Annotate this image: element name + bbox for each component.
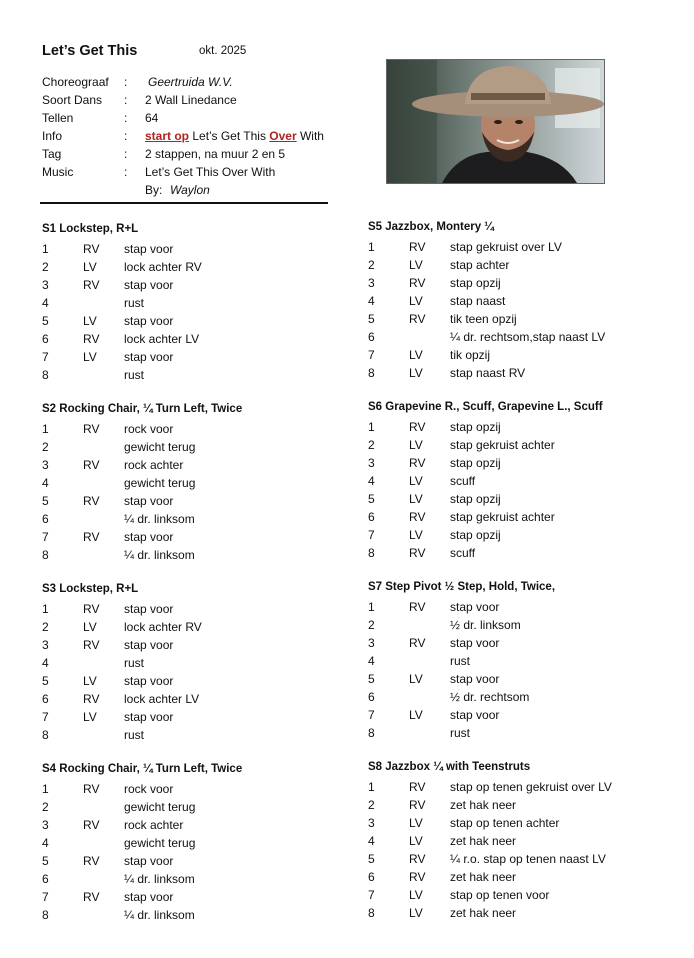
foot: RV [83,494,100,508]
step-description: stap achter [450,258,510,272]
by-label: By: [145,183,163,197]
step-description: tik opzij [450,348,491,362]
foot: LV [409,528,423,542]
step-row [42,548,342,566]
step-description: gewicht terug [124,836,196,850]
count-number: 7 [368,708,375,722]
foot: RV [409,312,426,326]
step-description: stap opzij [450,420,501,434]
foot: RV [83,332,100,346]
foot: LV [83,620,97,634]
dance-date: okt. 2025 [199,45,247,57]
step-row [368,726,668,744]
foot: LV [83,350,97,364]
foot: LV [409,474,423,488]
count-number: 8 [42,908,49,922]
count-number: 2 [368,438,375,452]
count-number: 4 [368,654,375,668]
step-row [42,242,342,260]
step-row [368,708,668,726]
foot: LV [83,314,97,328]
step-description: stap naast [450,294,506,308]
foot: LV [409,888,423,902]
info-label: Music [42,165,74,179]
step-row [368,258,668,276]
count-number: 8 [42,548,49,562]
step-row [42,512,342,530]
step-description: ½ dr. rechtsom [450,690,530,704]
foot: RV [83,242,100,256]
step-description: ¼ dr. rechtsom,stap naast LV [450,330,606,344]
step-row [368,348,668,366]
foot: RV [83,692,100,706]
info-label: Info [42,129,63,143]
foot: LV [409,816,423,830]
step-description: stap voor [124,350,174,364]
step-row [368,690,668,708]
step-description: lock achter RV [124,620,202,634]
foot: RV [409,420,426,434]
count-number: 3 [42,818,49,832]
step-row [368,330,668,348]
section-title: S7 Step Pivot ½ Step, Hold, Twice, [368,581,556,593]
step-row [368,294,668,312]
step-row [42,440,342,458]
foot: RV [409,546,426,560]
step-row [42,278,342,296]
info-label: Tag [42,147,62,161]
count-number: 5 [42,674,49,688]
step-description: stap voor [124,854,174,868]
step-row [368,798,668,816]
count-number: 6 [42,332,49,346]
count-number: 7 [368,528,375,542]
count-number: 6 [368,870,375,884]
step-description: stap voor [450,636,500,650]
count-number: 4 [42,836,49,850]
count-number: 6 [368,690,375,704]
step-row [368,438,668,456]
count-number: 4 [42,656,49,670]
count-number: 6 [42,872,49,886]
info-label: Tellen [42,111,74,125]
step-row [368,618,668,636]
artist-name: Waylon [170,183,210,197]
step-description: stap op tenen achter [450,816,560,830]
artist-photo [386,59,605,184]
section-title: S4 Rocking Chair, ¼ Turn Left, Twice [42,763,243,775]
step-row [42,602,342,620]
step-row [42,314,342,332]
section-title: S5 Jazzbox, Montery ¼ [368,221,494,233]
step-description: stap voor [124,710,174,724]
info-colon: : [124,129,128,143]
count-number: 7 [368,348,375,362]
foot: RV [83,818,100,832]
section-title: S3 Lockstep, R+L [42,583,139,595]
step-description: stap voor [450,708,500,722]
step-description: gewicht terug [124,476,196,490]
step-row [42,422,342,440]
step-description: stap voor [124,278,174,292]
foot: LV [409,438,423,452]
step-description: rock achter [124,458,184,472]
step-description: zet hak neer [450,798,517,812]
step-description: tik teen opzij [450,312,517,326]
step-description: ¼ dr. linksom [124,872,195,886]
step-row [368,546,668,564]
count-number: 1 [368,600,375,614]
step-row [368,780,668,798]
step-description: stap opzij [450,456,501,470]
foot: RV [83,782,100,796]
count-number: 1 [368,420,375,434]
count-number: 2 [368,798,375,812]
step-description: scuff [450,474,476,488]
count-number: 8 [42,368,49,382]
step-description: stap voor [124,530,174,544]
count-number: 2 [42,620,49,634]
foot: LV [409,348,423,362]
step-row [368,510,668,528]
step-row [368,474,668,492]
count-number: 5 [368,852,375,866]
info-value [145,129,324,143]
dance-title: Let’s Get This [42,43,138,59]
step-description: stap voor [124,242,174,256]
count-number: 1 [42,782,49,796]
count-number: 1 [42,242,49,256]
step-description: stap gekruist achter [450,510,555,524]
choreographer-name: Geertruida W.V. [148,75,233,89]
count-number: 7 [368,888,375,902]
info-colon: : [124,147,128,161]
count-number: 5 [368,312,375,326]
step-row [368,636,668,654]
info-colon: : [124,165,128,179]
count-number: 1 [42,422,49,436]
step-description: zet hak neer [450,906,517,920]
step-row [368,888,668,906]
step-description: stap op tenen voor [450,888,550,902]
info-text-part: With [296,129,324,143]
foot: LV [409,258,423,272]
step-row [42,494,342,512]
foot: RV [83,890,100,904]
step-row [368,240,668,258]
step-row [368,456,668,474]
step-row [368,420,668,438]
step-row [42,656,342,674]
step-description: stap op tenen gekruist over LV [450,780,612,794]
step-description: rust [450,654,471,668]
step-row [42,836,342,854]
foot: RV [409,870,426,884]
step-row [42,710,342,728]
count-number: 4 [42,476,49,490]
step-description: ¼ dr. linksom [124,512,195,526]
foot: LV [409,366,423,380]
info-colon: : [124,75,128,89]
step-row [368,600,668,618]
count-number: 4 [368,834,375,848]
foot: RV [409,600,426,614]
count-number: 5 [42,314,49,328]
section-title: S1 Lockstep, R+L [42,223,139,235]
step-row [42,908,342,926]
header-divider [40,202,328,204]
step-description: lock achter LV [124,332,200,346]
count-number: 7 [42,530,49,544]
foot: RV [409,240,426,254]
foot: RV [83,602,100,616]
foot: RV [83,530,100,544]
step-description: ½ dr. linksom [450,618,521,632]
info-colon: : [124,93,128,107]
step-description: stap opzij [450,492,501,506]
count-number: 8 [368,906,375,920]
count-number: 3 [368,276,375,290]
foot: RV [83,422,100,436]
step-row [42,800,342,818]
foot: RV [409,276,426,290]
step-row [42,296,342,314]
step-row [42,530,342,548]
foot: LV [83,710,97,724]
step-description: rock achter [124,818,184,832]
count-number: 2 [368,618,375,632]
step-row [368,276,668,294]
step-row [42,728,342,746]
count-number: 3 [42,458,49,472]
foot: LV [409,906,423,920]
foot: RV [409,510,426,524]
section-title: S8 Jazzbox ¼ with Teenstruts [368,761,531,773]
count-number: 5 [368,672,375,686]
step-row [368,816,668,834]
count-number: 7 [42,710,49,724]
foot: RV [409,636,426,650]
foot: LV [83,674,97,688]
count-number: 6 [42,692,49,706]
step-row [42,818,342,836]
step-description: rust [124,296,145,310]
music-title: Let’s Get This Over With [145,165,276,179]
step-row [368,870,668,888]
dance-type: 2 Wall Linedance [145,93,237,107]
step-row [42,854,342,872]
count-number: 1 [368,780,375,794]
step-description: gewicht terug [124,800,196,814]
count-number: 8 [368,726,375,740]
count-number: 7 [42,350,49,364]
step-description: stap voor [124,602,174,616]
step-row [42,872,342,890]
count-number: 6 [368,510,375,524]
step-description: stap voor [124,638,174,652]
step-description: lock achter RV [124,260,202,274]
count-number: 2 [42,440,49,454]
step-row [368,852,668,870]
step-description: stap voor [450,672,500,686]
foot: LV [409,492,423,506]
step-description: zet hak neer [450,870,517,884]
step-description: gewicht terug [124,440,196,454]
step-description: stap voor [124,314,174,328]
count-value: 64 [145,111,159,125]
foot: RV [83,458,100,472]
info-label: Soort Dans [42,93,103,107]
step-description: stap voor [124,890,174,904]
over-marker: Over [269,129,297,143]
foot: LV [409,294,423,308]
step-row [42,260,342,278]
foot: RV [409,780,426,794]
step-description: rust [124,368,145,382]
foot: RV [409,852,426,866]
start-op-marker: start op [145,129,190,143]
count-number: 2 [42,800,49,814]
foot: LV [409,672,423,686]
step-description: scuff [450,546,476,560]
count-number: 6 [368,330,375,344]
step-row [368,906,668,924]
step-row [42,458,342,476]
step-row [368,492,668,510]
foot: RV [409,456,426,470]
section-title: S2 Rocking Chair, ¼ Turn Left, Twice [42,403,243,415]
step-row [368,834,668,852]
count-number: 5 [42,854,49,868]
count-number: 8 [368,546,375,560]
info-colon: : [124,111,128,125]
count-number: 3 [42,638,49,652]
count-number: 7 [42,890,49,904]
step-description: stap voor [450,600,500,614]
step-description: rust [450,726,471,740]
count-number: 8 [42,728,49,742]
step-row [368,672,668,690]
count-number: 6 [42,512,49,526]
step-description: stap opzij [450,276,501,290]
step-description: stap voor [124,674,174,688]
step-row [42,692,342,710]
foot: RV [83,278,100,292]
foot: LV [409,708,423,722]
step-description: ¼ dr. linksom [124,908,195,922]
count-number: 4 [368,294,375,308]
foot: LV [409,834,423,848]
step-description: stap naast RV [450,366,526,380]
section-title: S6 Grapevine R., Scuff, Grapevine L., Scuff [368,401,603,413]
step-description: rust [124,728,145,742]
step-row [368,654,668,672]
count-number: 3 [42,278,49,292]
step-row [42,674,342,692]
count-number: 2 [42,260,49,274]
step-row [368,366,668,384]
step-row [42,368,342,386]
info-text-part: Let’s Get This [189,129,270,143]
count-number: 5 [368,492,375,506]
step-row [42,350,342,368]
count-number: 1 [368,240,375,254]
step-description: rock voor [124,422,174,436]
count-number: 8 [368,366,375,380]
step-row [368,312,668,330]
count-number: 3 [368,456,375,470]
step-description: lock achter LV [124,692,200,706]
step-row [42,476,342,494]
step-description: stap voor [124,494,174,508]
count-number: 3 [368,636,375,650]
step-description: stap gekruist achter [450,438,555,452]
step-description: rust [124,656,145,670]
count-number: 1 [42,602,49,616]
step-row [42,620,342,638]
step-row [368,528,668,546]
count-number: 3 [368,816,375,830]
foot: LV [83,260,97,274]
step-row [42,890,342,908]
foot: RV [83,638,100,652]
step-row [42,782,342,800]
count-number: 4 [42,296,49,310]
step-description: stap opzij [450,528,501,542]
tag-value: 2 stappen, na muur 2 en 5 [145,147,286,161]
step-description: rock voor [124,782,174,796]
info-label: Choreograaf [42,75,109,89]
step-row [42,638,342,656]
count-number: 5 [42,494,49,508]
foot: RV [409,798,426,812]
foot: RV [83,854,100,868]
step-description: ¼ r.o. stap op tenen naast LV [450,852,606,866]
step-description: zet hak neer [450,834,517,848]
step-description: stap gekruist over LV [450,240,562,254]
count-number: 2 [368,258,375,272]
count-number: 4 [368,474,375,488]
step-description: ¼ dr. linksom [124,548,195,562]
step-row [42,332,342,350]
